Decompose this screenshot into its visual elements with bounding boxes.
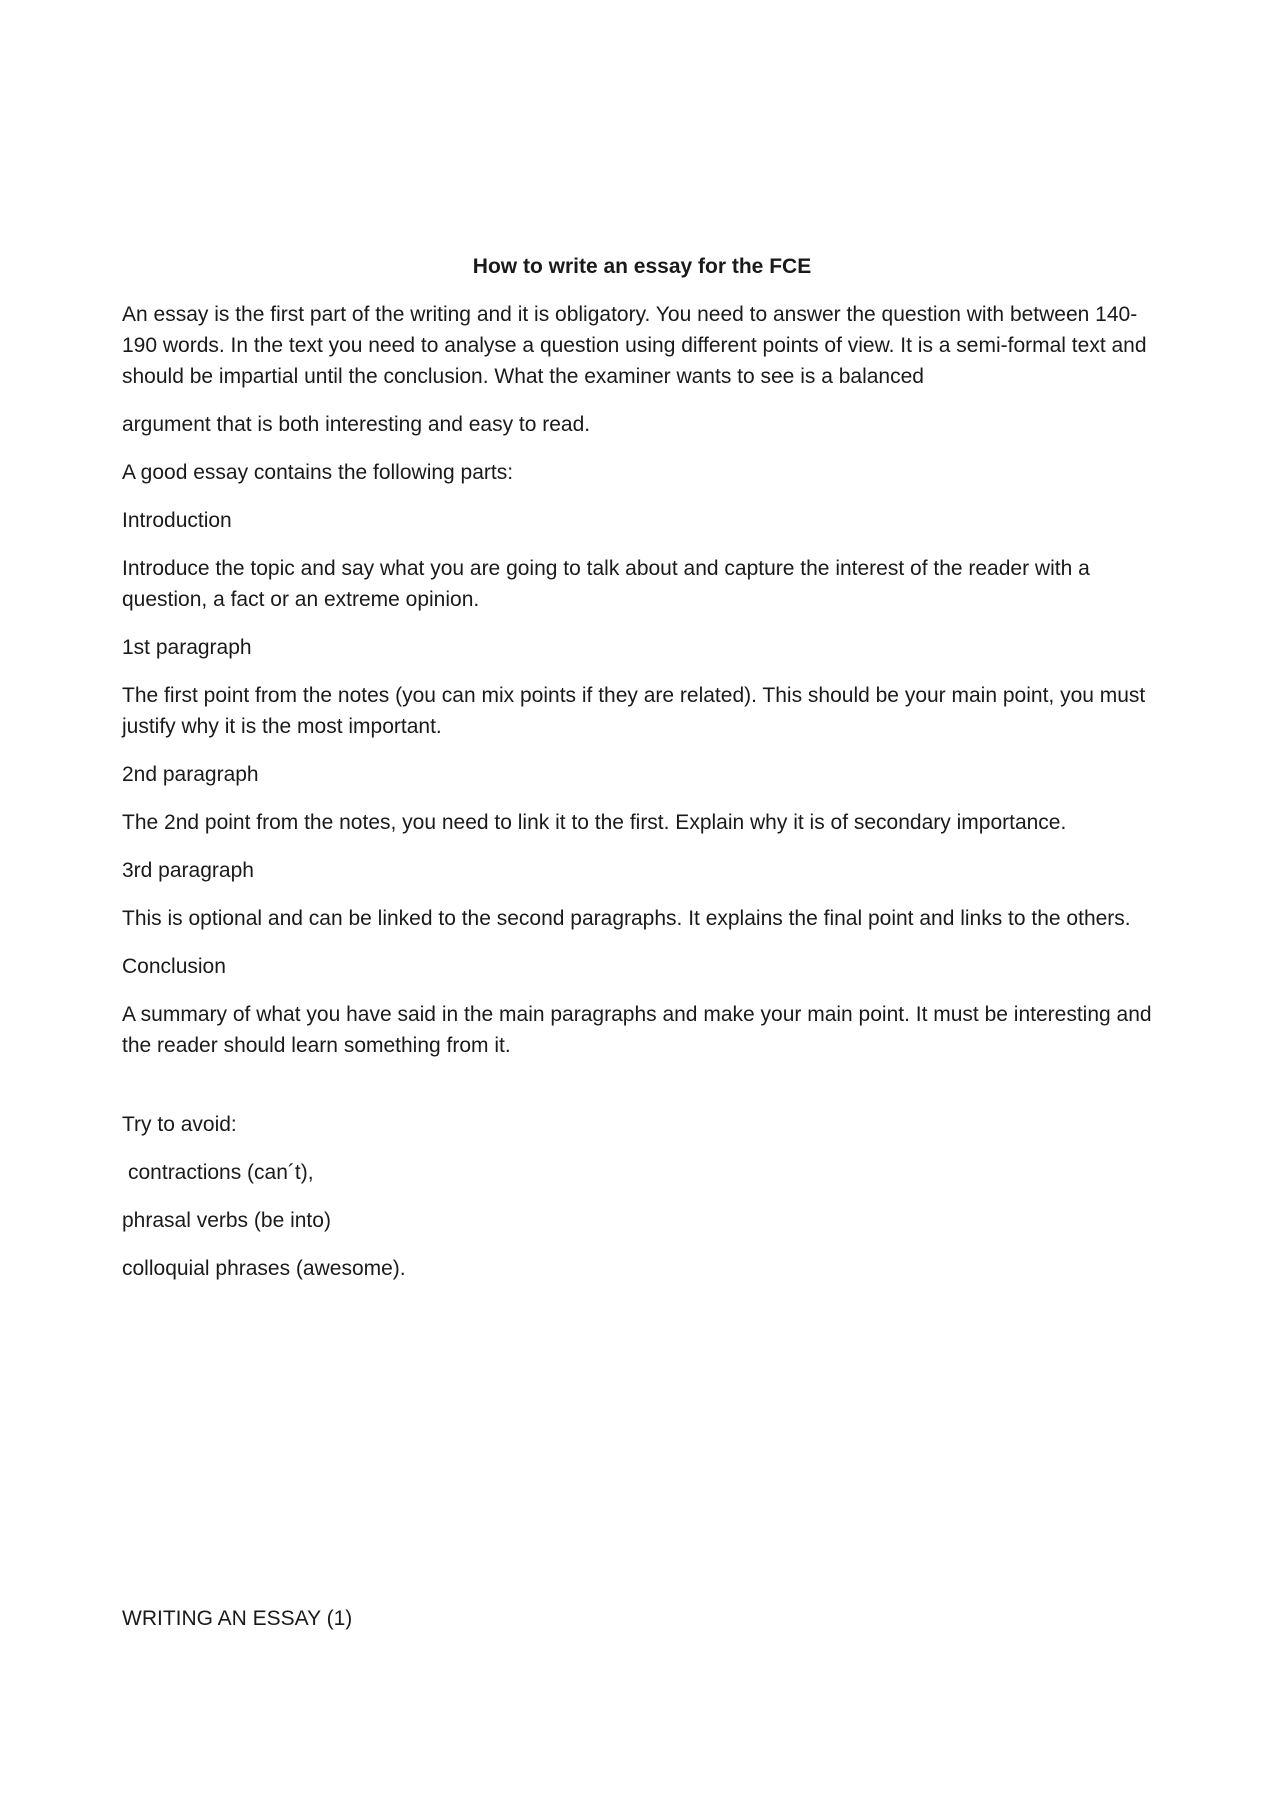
parts-lead: A good essay contains the following parts: xyxy=(122,461,514,484)
section-heading-2nd-paragraph: 2nd paragraph xyxy=(122,763,259,786)
section-body-introduction: Introduce the topic and say what you are going to talk about and capture the interest of the reader with a question, a fact or an extreme opinion. xyxy=(122,557,1090,611)
intro-continuation: argument that is both interesting and easy to read. xyxy=(122,413,591,436)
section-heading-introduction: Introduction xyxy=(122,509,232,532)
document-footer: WRITING AN ESSAY (1) xyxy=(122,1607,353,1630)
avoid-item: contractions (can´t), xyxy=(128,1161,314,1184)
blank-line xyxy=(122,1078,1162,1109)
document-title: How to write an essay for the FCE xyxy=(472,255,812,278)
section-heading-3rd-paragraph: 3rd paragraph xyxy=(122,859,254,882)
avoid-lead: Try to avoid: xyxy=(122,1113,237,1136)
section-body-2nd-paragraph: The 2nd point from the notes, you need to link it to the first. Explain why it is of secondary importance. xyxy=(122,811,1067,834)
section-body-3rd-paragraph: This is optional and can be linked to the second paragraphs. It explains the final point and links to the others. xyxy=(122,907,1131,930)
section-body-conclusion: A summary of what you have said in the main paragraphs and make your main point. It must be interesting and the reader should learn something from it. xyxy=(122,1003,1152,1057)
section-heading-conclusion: Conclusion xyxy=(122,955,226,978)
section-heading-1st-paragraph: 1st paragraph xyxy=(122,636,252,659)
avoid-item: phrasal verbs (be into) xyxy=(122,1209,331,1232)
document-body xyxy=(122,251,1162,1301)
intro-paragraph: An essay is the first part of the writing and it is obligatory. You need to answer the question with between 140-190 words. In the text you need to analyse a question using different points of view. It is a semi-formal text and should be impartial until the conclusion. What the examiner wants to see is a balanced xyxy=(122,303,1147,388)
avoid-item: colloquial phrases (awesome). xyxy=(122,1257,406,1280)
section-body-1st-paragraph: The first point from the notes (you can mix points if they are related). This should be your main point, you must justify why it is the most important. xyxy=(122,684,1146,738)
